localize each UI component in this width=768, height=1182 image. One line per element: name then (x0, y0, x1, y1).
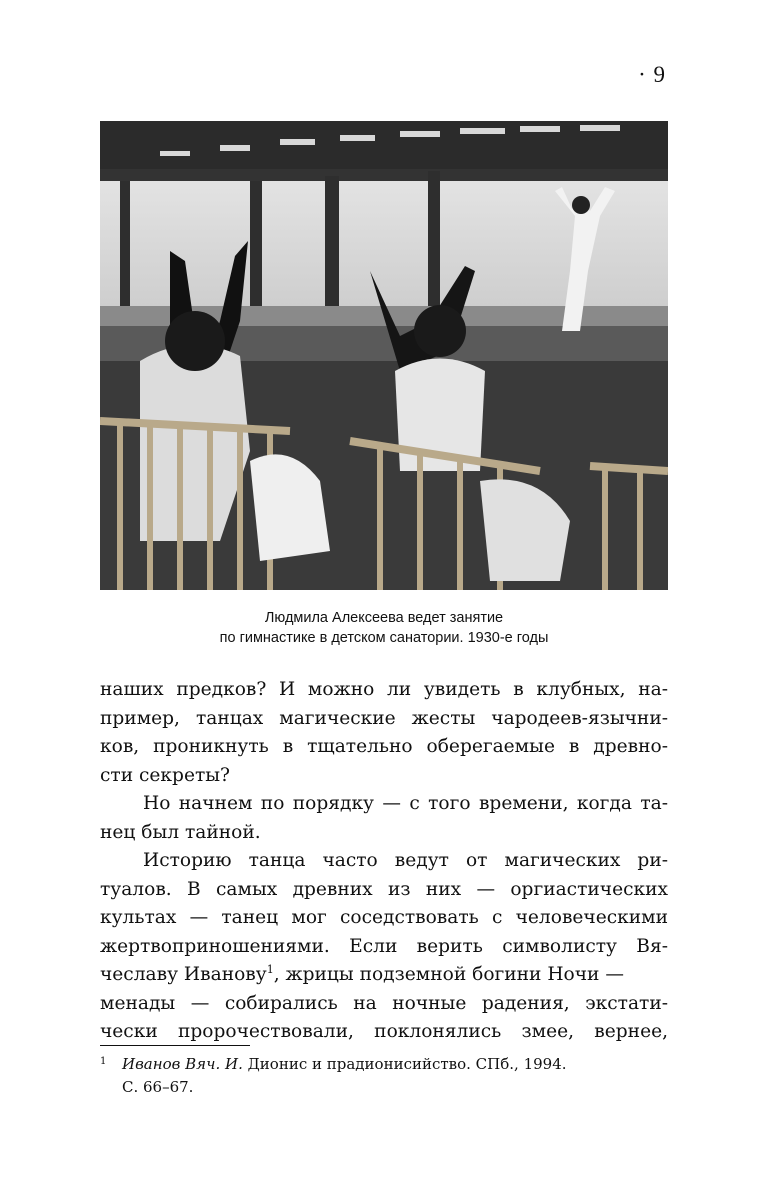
text-line: ков, проникнуть в тщательно оберегаемые в древно- (100, 736, 668, 757)
text-line: жертвоприношениями. Если верить символисту Вя- (100, 935, 668, 957)
body-text (100, 676, 668, 1047)
text-segment: чеславу Иванову (100, 964, 267, 985)
caption-line: по гимнастике в детском санатории. 1930-е годы (219, 630, 549, 646)
text-line: культах — танец мог соседствовать с человеческими (100, 907, 668, 928)
text-line: наших предков? И можно ли увидеть в клубных, на- (100, 679, 668, 700)
footnote (100, 1053, 668, 1099)
text-line: пример, танцах магические жесты чародеев-язычни- (100, 707, 668, 729)
text-line: чески пророчествовали, поклонялись змее, вернее, (100, 1021, 668, 1042)
text-line: Историю танца часто ведут от магических ри- (143, 850, 668, 871)
photo-caption (100, 608, 668, 648)
text-segment: , жрицы подземной богини Ночи — (273, 964, 624, 985)
text-line: туалов. В самых древних из них — оргиастических (100, 878, 668, 900)
text-line (100, 961, 668, 990)
footnote-text: Дионис и прадионисийство. СПб., 1994. (242, 1055, 567, 1073)
text-line: менады — собирались на ночные радения, экстати- (100, 992, 668, 1014)
footnote-divider (100, 1045, 250, 1046)
footnote-author: Иванов Вяч. И. (122, 1055, 243, 1073)
footnote-reference[interactable]: 1 (266, 963, 274, 976)
page-number: · 9 (638, 62, 666, 87)
text-line: Но начнем по порядку — с того времени, когда та- (143, 793, 668, 814)
footnote-line: 1 Иванов Вяч. И. Дионис и прадионисийство. СПб., 1994. (100, 1055, 567, 1073)
text-line: нец был тайной. (100, 821, 261, 843)
photo (100, 121, 668, 590)
text-line: сти секреты? (100, 764, 231, 786)
footnote-line: С. 66–67. (122, 1078, 194, 1096)
caption-line: Людмила Алексеева ведет занятие (264, 610, 504, 626)
